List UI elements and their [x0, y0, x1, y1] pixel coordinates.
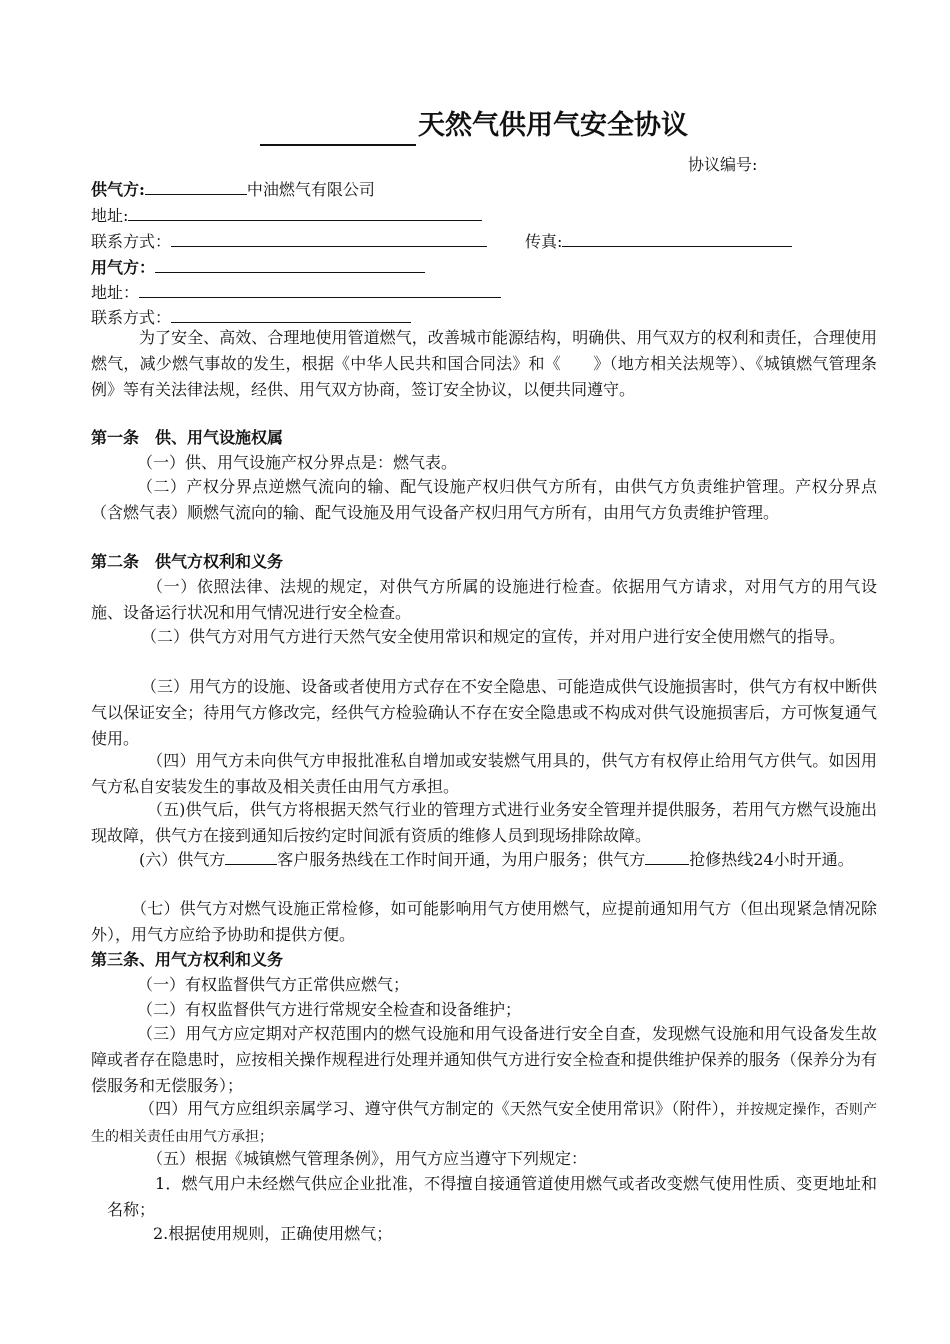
article-3-item-5: （五）根据《城镇燃气管理条例》，用气方应当遵守下列规定： — [147, 1149, 588, 1168]
supplier-address-line — [91, 202, 482, 226]
article-2-item-5: （五)供气后，供气方将根据天然气行业的管理方式进行业务安全管理并提供服务，若用气方燃气设施出现故障，供气方在接到通知后按约定时间派有资质的维修人员到现场排除故障。 — [91, 800, 877, 845]
agreement-number: 协议编号: — [688, 155, 758, 174]
article-2-item-7: （七）供气方对燃气设施正常检修，如可能影响用气方使用燃气，应提前通知用气方（但出现紧急情况除外），用气方应给予协助和提供方便。 — [91, 899, 877, 944]
supplier-label: 供气方: — [91, 180, 145, 199]
user-line — [91, 254, 425, 278]
supplier-name: 中油燃气有限公司 — [246, 180, 375, 199]
article-3-item-2: （二）有权监督供气方进行常规安全检查和设备维护； — [137, 1000, 522, 1019]
article-1-item-1: （一）供、用气设施产权分界点是：燃气表。 — [137, 453, 458, 472]
address-label: 地址: — [91, 206, 129, 225]
article-3-item-5-sub-1: 1．燃气用户未经燃气供应企业批准，不得擅自接通管道使用燃气或者改变燃气使用性质、变更地址和名称； — [107, 1174, 877, 1219]
article-3-title: 第三条、用气方权利和义务 — [91, 950, 284, 969]
article-1-title: 第一条 供、用气设施权属 — [91, 428, 284, 447]
user-contact-blank[interactable] — [171, 304, 411, 323]
user-address-blank[interactable] — [139, 279, 501, 298]
supplier-contact-line — [91, 228, 792, 252]
document-title: 天然气供用气安全协议 — [260, 106, 688, 146]
contact-blank[interactable] — [171, 228, 487, 247]
contact-label: 联系方式： — [91, 232, 172, 251]
address-blank[interactable] — [128, 202, 482, 221]
article-3-item-1: （一）有权监督供气方正常供应燃气； — [137, 975, 410, 994]
supplier-blank[interactable] — [145, 176, 247, 195]
article-1-item-2: （二）产权分界点逆燃气流向的输、配气设施产权归供气方所有，由供气方负责维护管理。产权分界点（含燃气表）顺燃气流向的输、配气设施及用气设备产权归用气方所有，由用气方负责维护管理。 — [91, 477, 877, 522]
article-2-item-3: （三）用气方的设施、设备或者使用方式存在不安全隐患、可能造成供气设施损害时，供气方有权中断供气以保证安全；待用气方修改完，经供气方检验确认不存在安全隐患或不构成对供气设施损害后，方可恢复通气使用。 — [91, 677, 878, 748]
service-hotline-blank[interactable] — [225, 846, 277, 865]
article-3-item-4: （四）用气方应组织亲属学习、遵守供气方制定的《天然气安全使用常识》（附件），并按规定操作，否则产生的相关责任由用气方承担； — [91, 1099, 877, 1145]
user-address-label: 地址： — [91, 283, 140, 302]
article-2-item-4: （四）用气方未向供气方申报批准私自增加或安装燃气用具的，供气方有权停止给用气方供气。如因用气方私自安装发生的事故及相关责任由用气方承担。 — [91, 751, 877, 796]
emergency-hotline-blank[interactable] — [645, 846, 689, 865]
fax-label: 传真: — [525, 232, 563, 251]
fax-blank[interactable] — [562, 228, 792, 247]
user-blank[interactable] — [155, 254, 425, 273]
intro-paragraph: 为了安全、高效、合理地使用管道燃气，改善城市能源结构，明确供、用气双方的权利和责任，合理使用燃气，减少燃气事故的发生，根据《中华人民共和国合同法》和《 》（地方相关法规等）、《城镇燃气管理条例》等有关法律法规，经供、用气双方协商，签订安全协议，以便共同遵守。 — [91, 328, 877, 399]
user-label: 用气方： — [91, 258, 156, 277]
article-3-item-3: （三）用气方应定期对产权范围内的燃气设施和用气设备进行安全自查，发现燃气设施和用气设备发生故障或者存在隐患时，应按相关操作规程进行处理并通知供气方进行安全检查和提供维护保养的服务（保养分为有偿服务和无偿服务）； — [91, 1024, 877, 1095]
supplier-line — [91, 176, 375, 200]
title-blank[interactable] — [260, 114, 416, 146]
user-address-line — [91, 279, 501, 303]
article-2-item-2: （二）供气方对用气方进行天然气安全使用常识和规定的宣传，并对用户进行安全使用燃气的指导。 — [141, 627, 846, 646]
article-2-item-6: (六）供气方 客户服务热线在工作时间开通，为用户服务；供气方 抢修热线24小时开通。 — [91, 846, 877, 873]
article-2-title: 第二条 供气方权利和义务 — [91, 552, 284, 571]
user-contact-label: 联系方式： — [91, 308, 172, 327]
article-3-item-5-sub-2: 2.根据使用规则，正确使用燃气； — [153, 1224, 393, 1243]
article-2-item-1: （一）依照法律、法规的规定，对供气方所属的设施进行检查。依据用气方请求，对用气方的用气设施、设备运行状况和用气情况进行安全检查。 — [91, 577, 877, 622]
